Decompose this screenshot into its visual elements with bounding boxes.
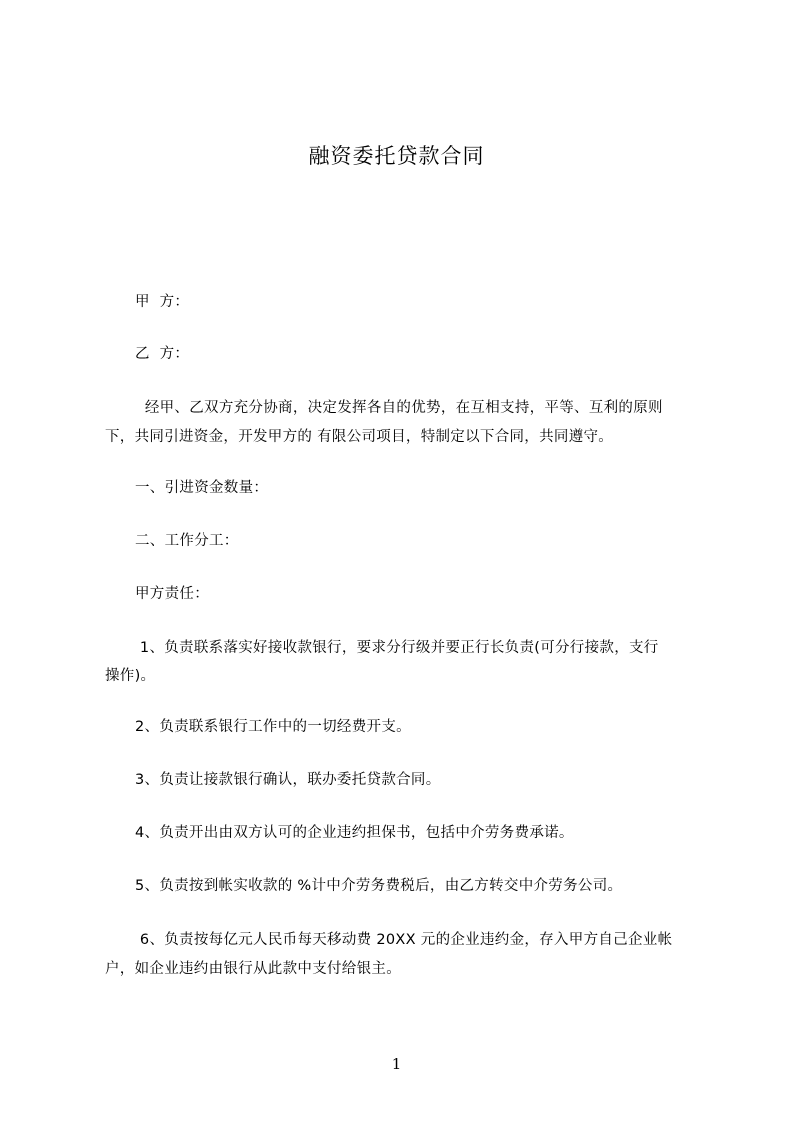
list-item-1-line-1: 1、负责联系落实好接收款银行，要求分行级并要正行长负责(可分行接款，支行: [135, 640, 659, 656]
list-item-3: 3、负责让接款银行确认，联办委托贷款合同。: [135, 772, 441, 788]
section-heading-division: 二、工作分工：: [135, 533, 239, 549]
list-item-6-line-2: 户，如企业违约由银行从此款中支付给银主。: [105, 961, 401, 977]
page-number: 1: [391, 1055, 402, 1073]
list-item-2: 2、负责联系银行工作中的一切经费开支。: [135, 719, 411, 735]
party-a-duties-heading: 甲方责任：: [135, 586, 209, 602]
party-a-label: 甲 方：: [135, 294, 190, 310]
list-item-6-line-1: 6、负责按每亿元人民币每天移动费 20XX 元的企业违约金，存入甲方自己企业帐: [135, 932, 673, 948]
document-title: 融资委托贷款合同: [308, 144, 485, 168]
party-b-label: 乙 方：: [135, 346, 190, 362]
list-item-5: 5、负责按到帐实收款的 %计中介劳务费税后，由乙方转交中介劳务公司。: [135, 878, 623, 894]
section-heading-funds: 一、引进资金数量：: [135, 480, 269, 496]
list-item-4: 4、负责开出由双方认可的企业违约担保书，包括中介劳务费承诺。: [135, 825, 574, 841]
intro-paragraph-line-1: 经甲、乙双方充分协商，决定发挥各自的优势，在互相支持，平等、互利的原则: [135, 400, 663, 416]
intro-paragraph-line-2: 下，共同引进资金，开发甲方的 有限公司项目，特制定以下合同，共同遵守。: [105, 429, 614, 445]
list-item-1-line-2: 操作)。: [105, 668, 156, 684]
